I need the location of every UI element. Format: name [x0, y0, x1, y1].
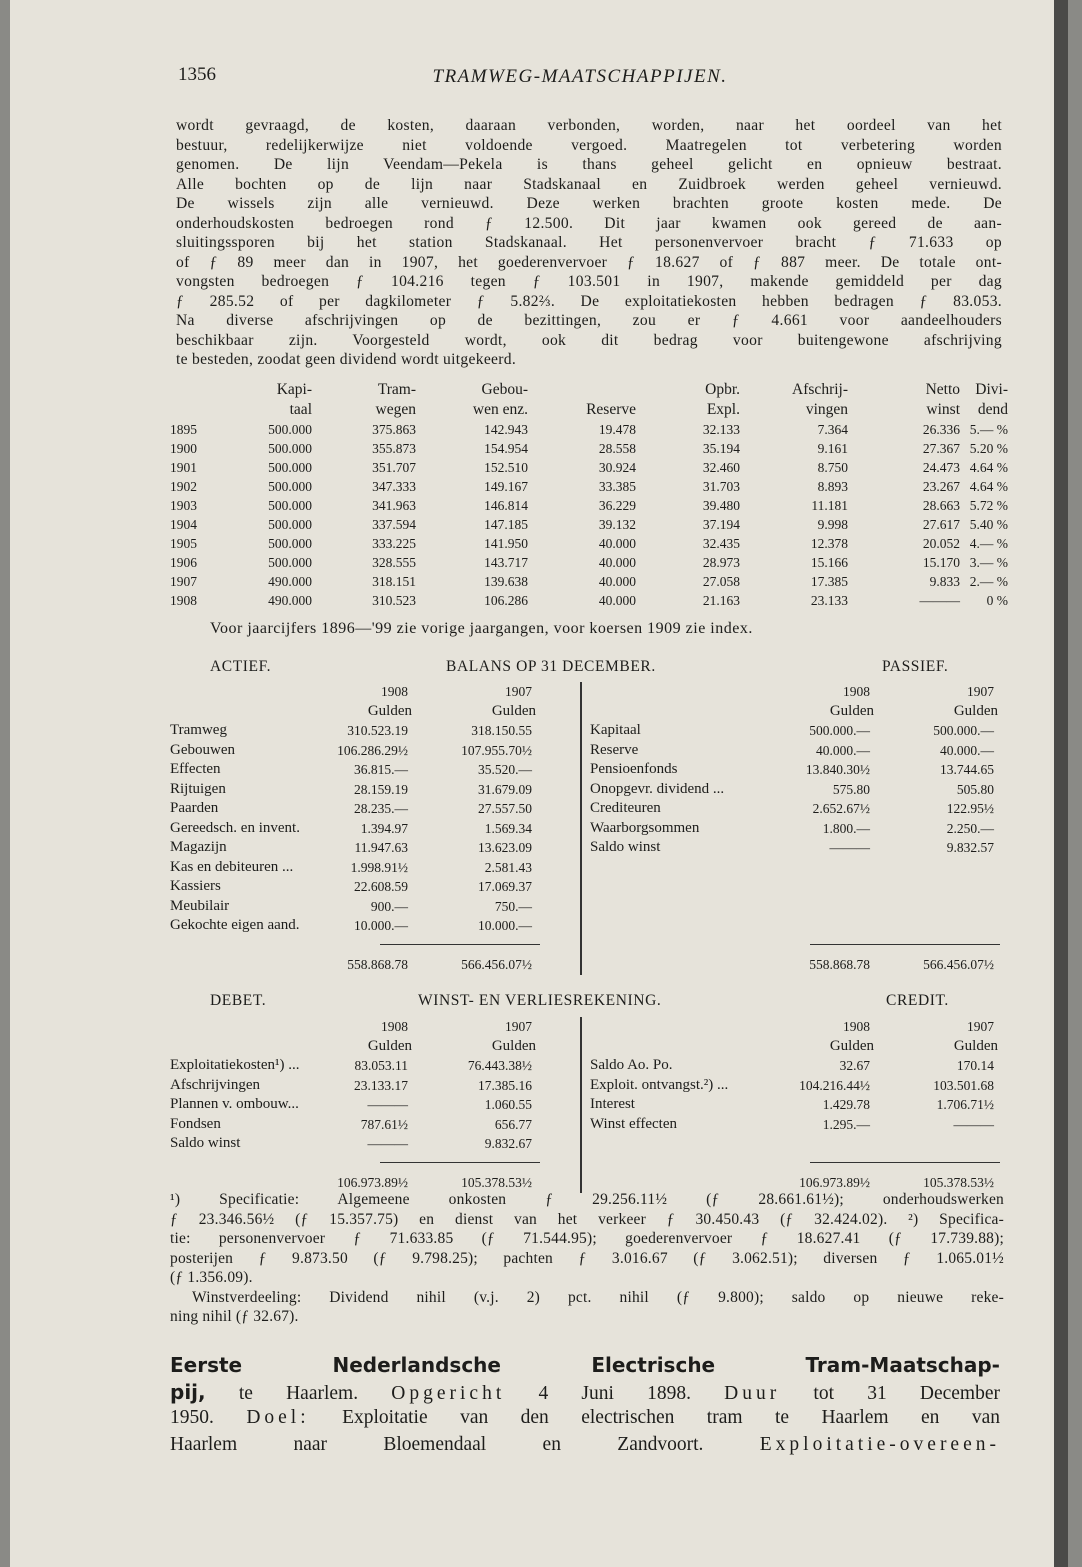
statistics-cell: Gebou-	[481, 381, 528, 398]
footnote-line: ¹) Specificatie: Algemeene onkosten ƒ 29.256.11½ (ƒ 28.661.61½); onderhoudswerken	[170, 1191, 1004, 1208]
account-cell: 1907	[505, 684, 532, 699]
account-total-rule	[380, 944, 540, 946]
page-header	[160, 64, 1000, 92]
statistics-cell: 12.378	[810, 536, 848, 551]
statistics-row	[170, 553, 1010, 572]
statistics-row	[170, 572, 1010, 591]
account-row	[170, 897, 1010, 917]
statistics-cell: Reserve	[586, 401, 636, 418]
account-cell: Afschrijvingen	[170, 1076, 260, 1093]
statistics-cell: 328.555	[372, 555, 416, 570]
statistics-cell: Divi-	[975, 381, 1008, 398]
statistics-cell: 1904	[170, 517, 197, 532]
intro-line: De wissels zijn alle vernieuwd. Deze werken brachten groote kosten mede. De	[176, 195, 1002, 212]
intro-paragraph	[176, 116, 1002, 370]
account-cell: Saldo winst	[170, 1135, 241, 1151]
account-header-row	[170, 1017, 1010, 1037]
account-total-rule	[380, 1162, 540, 1164]
intro-line: genomen. De lijn Veendam—Pekela is thans geheel gelicht en opnieuw bestraat.	[176, 156, 1002, 173]
account-spacer	[170, 936, 1010, 956]
winstverdeeling-line: Winstverdeeling: Dividend nihil (v.j. 2) pct. nihil (ƒ 9.800); saldo op nieuwe reke-	[192, 1288, 1004, 1306]
account-cell: 787.61½	[360, 1116, 408, 1132]
account-cell: 11.947.63	[354, 840, 408, 855]
winst-table	[170, 1017, 1010, 1193]
account-cell: 1.060.55	[484, 1097, 532, 1112]
account-cell: Gekochte eigen aand.	[170, 917, 300, 933]
statistics-cell: 31.703	[702, 479, 740, 494]
statistics-cell: 5.— %	[969, 422, 1008, 437]
intro-line: onderhoudskosten bedroegen rond ƒ 12.500. Dit jaar kwamen ook gereed de aan-	[176, 214, 1002, 232]
account-row	[170, 858, 1010, 878]
statistics-cell: vingen	[805, 401, 848, 418]
account-cell: 566.456.07½	[461, 957, 532, 972]
account-total-rule	[810, 1162, 1000, 1164]
account-cell: Crediteuren	[590, 800, 661, 816]
account-cell: 656.77	[494, 1116, 532, 1132]
statistics-cell: Netto	[925, 381, 960, 398]
account-cell: Gulden	[491, 1037, 536, 1054]
statistics-cell: wen enz.	[472, 401, 528, 418]
account-cell: 1.394.97	[360, 820, 408, 836]
account-cell: 900.—	[370, 898, 408, 914]
statistics-cell: 7.364	[817, 422, 848, 437]
account-cell: Kas en debiteuren ...	[170, 858, 294, 875]
account-cell: 500.000.—	[809, 723, 870, 738]
statistics-row	[170, 400, 1010, 420]
account-cell: 575.80	[832, 781, 870, 797]
statistics-cell: 40.000	[598, 593, 636, 608]
account-cell: 566.456.07½	[923, 957, 994, 972]
statistics-cell: 32.435	[702, 536, 740, 551]
statistics-cell: 3.— %	[969, 555, 1008, 570]
account-row	[170, 877, 1010, 897]
account-cell: Meubilair	[170, 897, 230, 914]
statistics-cell: 152.510	[484, 460, 528, 475]
account-cell: 1907	[967, 684, 994, 699]
company-entry	[170, 1352, 1000, 1458]
account-cell: Onopgevr. dividend ...	[590, 780, 725, 797]
account-cell: 36.815.—	[354, 762, 408, 777]
statistics-cell: 4.64 %	[969, 460, 1008, 475]
statistics-row	[170, 420, 1010, 439]
statistics-cell: 351.707	[372, 460, 416, 475]
company-name: Eerste Nederlandsche Electrische Tram-Maatschap-	[170, 1353, 1000, 1377]
statistics-cell: Tram-	[377, 381, 416, 398]
statistics-cell: 20.052	[922, 536, 960, 551]
statistics-row	[170, 591, 1010, 610]
account-cell: 17.069.37	[478, 879, 532, 894]
statistics-cell: 33.385	[598, 479, 636, 494]
statistics-cell: 9.833	[929, 574, 960, 589]
winst-title: WINST- EN VERLIESREKENING.	[418, 992, 662, 1009]
account-row	[170, 819, 1010, 839]
statistics-cell: wegen	[375, 401, 416, 418]
statistics-cell: 106.286	[484, 593, 528, 608]
statistics-cell: 341.963	[372, 498, 416, 513]
statistics-cell: 500.000	[268, 498, 312, 513]
footnote-line: tie: personenvervoer ƒ 71.633.85 (ƒ 71.544.95); goederenvervoer ƒ 18.627.41 (ƒ 17.739.88);	[170, 1230, 1004, 1247]
account-cell: 104.216.44½	[799, 1077, 870, 1093]
account-row	[170, 1056, 1010, 1076]
account-cell: Gulden	[367, 1037, 412, 1054]
account-cell: 28.235.—	[354, 801, 408, 816]
account-cell: Gebouwen	[170, 741, 235, 758]
statistics-cell: 318.151	[372, 574, 416, 589]
statistics-cell: 375.863	[372, 422, 416, 437]
intro-line: bestuur, redelijkerwijze niet voldoende vergoed. Maatregelen tot verbetering worden	[176, 136, 1002, 154]
statistics-cell: 139.638	[484, 574, 528, 589]
account-cell: 750.—	[494, 898, 532, 914]
account-header-row	[170, 682, 1010, 702]
statistics-cell: 8.893	[817, 479, 848, 494]
intro-line: Alle bochten op de lijn naar Stadskanaal en Zuidbroek werden geheel vernieuwd.	[176, 175, 1002, 193]
statistics-cell: 310.523	[372, 593, 416, 608]
statistics-cell: 15.170	[922, 555, 960, 570]
account-cell: Saldo Ao. Po.	[590, 1057, 673, 1073]
account-cell: 1908	[381, 684, 408, 699]
statistics-cell: 0 %	[986, 593, 1008, 608]
account-cell: Gulden	[367, 702, 412, 719]
statistics-cell: 1902	[170, 479, 197, 494]
account-cell: Plannen v. ombouw...	[170, 1096, 299, 1112]
account-totals-row	[170, 955, 1010, 975]
statistics-cell: 9.998	[817, 517, 848, 532]
account-cell: 1.998.91½	[350, 859, 408, 875]
page-number: 1356	[178, 64, 216, 85]
account-cell: 13.623.09	[478, 840, 532, 855]
account-divider	[580, 1017, 582, 1193]
account-cell: Reserve	[590, 741, 639, 758]
statistics-cell: 39.132	[598, 517, 636, 532]
account-cell: 1.295.—	[822, 1116, 870, 1132]
statistics-cell: 23.133	[810, 593, 848, 608]
account-cell: 107.955.70½	[461, 742, 532, 758]
statistics-cell: 143.717	[484, 555, 528, 570]
statistics-cell: 39.480	[702, 498, 740, 513]
statistics-cell: 490.000	[268, 593, 312, 608]
account-cell: Tramweg	[170, 722, 227, 738]
account-cell: 17.385.16	[478, 1077, 532, 1093]
company-line-1	[170, 1352, 1000, 1379]
statistics-note: Voor jaarcijfers 1896—'99 zie vorige jaargangen, voor koersen 1909 zie index.	[210, 620, 753, 637]
statistics-cell: 500.000	[268, 536, 312, 551]
statistics-cell: 500.000	[268, 479, 312, 494]
account-cell: 558.868.78	[809, 957, 870, 972]
balans-right-title: PASSIEF.	[882, 658, 949, 675]
statistics-cell: 500.000	[268, 460, 312, 475]
account-cell: 310.523.19	[347, 723, 408, 738]
account-cell: Kassiers	[170, 878, 221, 894]
winstverdeeling-line: ning nihil (ƒ 32.67).	[170, 1308, 299, 1325]
account-cell: 28.159.19	[354, 781, 408, 797]
account-cell: Gulden	[829, 702, 874, 719]
footnotes	[170, 1190, 1004, 1327]
statistics-cell: 27.617	[922, 517, 960, 532]
statistics-row	[170, 496, 1010, 515]
company-line-4: Haarlem naar Bloemendaal en Zandvoort. Exploitatie-overeen-	[170, 1433, 1000, 1455]
statistics-cell: 500.000	[268, 517, 312, 532]
statistics-row	[170, 534, 1010, 553]
statistics-cell: 1906	[170, 555, 197, 570]
account-cell: 10.000.—	[354, 918, 408, 933]
account-row	[170, 760, 1010, 780]
statistics-cell: 1903	[170, 498, 197, 513]
statistics-cell: 32.133	[702, 422, 740, 437]
statistics-cell: 32.460	[702, 460, 740, 475]
statistics-cell: 40.000	[598, 536, 636, 551]
statistics-cell: 154.954	[484, 441, 528, 456]
account-row	[170, 741, 1010, 761]
account-row	[170, 1076, 1010, 1096]
statistics-cell: 9.161	[817, 441, 848, 456]
company-line-2: pij, te Haarlem. Opgericht 4 Juni 1898. Duur tot 31 December	[170, 1379, 1001, 1404]
statistics-cell: 27.367	[922, 441, 960, 456]
statistics-row	[170, 477, 1010, 496]
statistics-cell: 27.058	[702, 574, 740, 589]
account-cell: Waarborgsommen	[590, 819, 700, 836]
statistics-cell: 24.473	[922, 460, 960, 475]
intro-line: sluitingssporen bij het station Stadskanaal. Het personenvervoer bracht ƒ 71.633 op	[176, 234, 1002, 251]
account-cell: Pensioenfonds	[590, 761, 678, 777]
statistics-cell: 36.229	[598, 498, 636, 513]
footnote-line: posterijen ƒ 9.873.50 (ƒ 9.798.25); pachten ƒ 3.016.67 (ƒ 3.062.51); diversen ƒ 1.065.01½	[170, 1249, 1004, 1267]
statistics-row	[170, 439, 1010, 458]
statistics-cell: 4.— %	[969, 536, 1008, 551]
statistics-cell: 4.64 %	[969, 479, 1008, 494]
account-row	[170, 916, 1010, 936]
company-line-3: 1950. Doel: Exploitatie van den electrischen tram te Haarlem en van	[170, 1407, 1000, 1428]
account-cell: 31.679.09	[478, 781, 532, 797]
account-cell: 9.832.67	[484, 1136, 532, 1151]
statistics-cell: 500.000	[268, 441, 312, 456]
account-cell: 558.868.78	[347, 957, 408, 972]
statistics-cell: 1901	[170, 460, 197, 475]
footnote-line: (ƒ 1.356.09).	[170, 1269, 253, 1286]
account-cell: 170.14	[956, 1058, 994, 1073]
intro-line: ƒ 285.52 of per dagkilometer ƒ 5.82⅔. De exploitatiekosten hebben bedragen ƒ 83.053.	[176, 292, 1002, 310]
statistics-cell: dend	[977, 401, 1008, 418]
account-cell: 40.000.—	[940, 742, 994, 758]
account-cell: Paarden	[170, 800, 219, 816]
account-row	[170, 1115, 1010, 1135]
statistics-row	[170, 380, 1010, 400]
statistics-cell: 1895	[170, 422, 197, 437]
statistics-row	[170, 458, 1010, 477]
account-cell: 1.706.71½	[936, 1097, 994, 1112]
account-cell: 106.286.29½	[337, 742, 408, 758]
statistics-cell: Expl.	[706, 401, 740, 418]
statistics-cell: 28.973	[702, 555, 740, 570]
balans-title: BALANS OP 31 DECEMBER.	[446, 658, 656, 675]
account-divider	[580, 682, 582, 975]
winst-left-title: DEBET.	[210, 992, 267, 1009]
intro-line: te besteden, zoodat geen dividend wordt uitgekeerd.	[176, 351, 517, 368]
account-cell: ———	[829, 840, 870, 855]
account-cell: 32.67	[839, 1058, 870, 1073]
statistics-cell: 28.558	[598, 441, 636, 456]
statistics-cell: 500.000	[268, 555, 312, 570]
account-cell: 1.800.—	[822, 820, 870, 836]
account-cell: ———	[367, 1136, 408, 1151]
account-cell: 106.973.89½	[337, 1175, 408, 1190]
account-cell: Exploit. ontvangst.²) ...	[590, 1076, 729, 1093]
statistics-cell: Afschrij-	[792, 381, 848, 398]
statistics-cell: 40.000	[598, 574, 636, 589]
intro-line: beschikbaar zijn. Voorgesteld wordt, ook dit bedrag voor buitengewone afschrijving	[176, 331, 1002, 349]
account-cell: 13.840.30½	[805, 762, 870, 777]
statistics-cell: 30.924	[598, 460, 636, 475]
account-cell: Rijtuigen	[170, 780, 226, 797]
footnote-line: ƒ 23.346.56½ (ƒ 15.357.75) en dienst van het verkeer ƒ 30.450.43 (ƒ 32.424.02). ²) Specifica-	[170, 1210, 1004, 1228]
account-cell: 23.133.17	[354, 1077, 408, 1093]
account-spacer	[170, 1154, 1010, 1174]
statistics-cell: 28.663	[922, 498, 960, 513]
account-cell: ———	[367, 1097, 408, 1112]
statistics-cell: 19.478	[598, 422, 636, 437]
statistics-cell: 2.— %	[969, 574, 1008, 589]
statistics-cell: 17.385	[810, 574, 848, 589]
statistics-cell: 8.750	[817, 460, 848, 475]
statistics-cell: 23.267	[922, 479, 960, 494]
statistics-cell: 141.950	[484, 536, 528, 551]
account-row	[170, 1095, 1010, 1115]
statistics-cell: taal	[289, 401, 312, 418]
account-cell: 2.652.67½	[812, 801, 870, 816]
statistics-cell: 1908	[170, 593, 197, 608]
account-cell: 1907	[505, 1019, 532, 1034]
account-cell: Gulden	[491, 702, 536, 719]
account-row	[170, 799, 1010, 819]
running-title: TRAMWEG-MAATSCHAPPIJEN.	[432, 66, 728, 87]
statistics-cell: 355.873	[372, 441, 416, 456]
account-cell: Exploitatiekosten¹) ...	[170, 1057, 300, 1073]
statistics-cell: 142.943	[484, 422, 528, 437]
account-cell: Effecten	[170, 761, 221, 777]
statistics-cell: 1905	[170, 536, 197, 551]
statistics-cell: ———	[919, 593, 960, 608]
statistics-cell: 37.194	[702, 517, 740, 532]
statistics-cell: Opbr.	[705, 381, 740, 398]
account-cell: 13.744.65	[940, 762, 994, 777]
account-row	[170, 721, 1010, 741]
statistics-cell: 1907	[170, 574, 197, 589]
statistics-cell: 21.163	[702, 593, 740, 608]
account-cell: Gulden	[829, 1037, 874, 1054]
account-cell: 500.000.—	[933, 723, 994, 738]
statistics-cell: winst	[926, 401, 960, 418]
intro-line: wordt gevraagd, de kosten, daaraan verbonden, worden, naar het oordeel van het	[176, 117, 1002, 134]
statistics-cell: 149.167	[484, 479, 528, 494]
account-cell: 35.520.—	[478, 762, 532, 777]
account-cell: 40.000.—	[816, 742, 870, 758]
intro-line: of ƒ 89 meer dan in 1907, het goederenvervoer ƒ 18.627 of ƒ 887 meer. De totale ont-	[176, 253, 1002, 271]
statistics-cell: 11.181	[811, 498, 848, 513]
account-cell: 1908	[843, 1019, 870, 1034]
statistics-cell: 337.594	[372, 517, 416, 532]
account-cell: Gulden	[953, 702, 998, 719]
account-cell: Saldo winst	[590, 839, 661, 855]
statistics-table	[170, 380, 1010, 610]
intro-line: vongsten bedroegen ƒ 104.216 tegen ƒ 103.501 in 1907, makende gemiddeld per dag	[176, 273, 1002, 290]
account-currency-row	[170, 702, 1010, 722]
statistics-cell: 500.000	[268, 422, 312, 437]
statistics-cell: 147.185	[484, 517, 528, 532]
account-cell: 2.250.—	[946, 820, 994, 836]
account-row	[170, 838, 1010, 858]
account-cell: 1.569.34	[484, 820, 532, 836]
account-cell: 106.973.89½	[799, 1175, 870, 1190]
balans-left-title: ACTIEF.	[210, 658, 272, 675]
account-row	[170, 780, 1010, 800]
account-cell: 505.80	[956, 781, 994, 797]
winst-right-title: CREDIT.	[886, 992, 949, 1009]
statistics-cell: 146.814	[484, 498, 528, 513]
account-currency-row	[170, 1037, 1010, 1057]
account-cell: 10.000.—	[478, 918, 532, 933]
account-cell: 318.150.55	[471, 723, 532, 738]
statistics-cell: 347.333	[372, 479, 416, 494]
account-cell: 122.95½	[946, 801, 994, 816]
account-cell: 2.581.43	[484, 859, 532, 875]
account-cell: Magazijn	[170, 839, 227, 855]
statistics-cell: 490.000	[268, 574, 312, 589]
account-cell: 27.557.50	[478, 801, 532, 816]
account-cell: 22.608.59	[354, 879, 408, 894]
account-cell: ———	[953, 1116, 994, 1132]
account-cell: 9.832.57	[946, 840, 994, 855]
statistics-cell: 15.166	[810, 555, 848, 570]
scanned-page	[10, 0, 1068, 1567]
account-cell: Gulden	[953, 1037, 998, 1054]
account-cell: Fondsen	[170, 1115, 221, 1132]
account-cell: 103.501.68	[933, 1077, 994, 1093]
account-row	[170, 1134, 1010, 1154]
account-cell: 105.378.53½	[923, 1175, 994, 1190]
account-cell: Interest	[590, 1096, 635, 1112]
statistics-cell: 5.20 %	[969, 441, 1008, 456]
account-total-rule	[810, 944, 1000, 946]
statistics-cell: 333.225	[372, 536, 416, 551]
statistics-row	[170, 515, 1010, 534]
statistics-cell: 5.72 %	[969, 498, 1008, 513]
statistics-cell: 26.336	[922, 422, 960, 437]
statistics-cell: 40.000	[598, 555, 636, 570]
account-cell: 1908	[381, 1019, 408, 1034]
account-cell: Gereedsch. en invent.	[170, 819, 300, 836]
account-cell: 1.429.78	[822, 1097, 870, 1112]
statistics-cell: 1900	[170, 441, 197, 456]
intro-line: Na diverse afschrijvingen op de bezittingen, zou er ƒ 4.661 voor aandeelhouders	[176, 312, 1002, 329]
account-cell: 83.053.11	[354, 1058, 408, 1073]
balans-table	[170, 682, 1010, 975]
account-cell: 105.378.53½	[461, 1175, 532, 1190]
account-cell: Winst effecten	[590, 1115, 677, 1132]
statistics-cell: 35.194	[702, 441, 740, 456]
statistics-cell: Kapi-	[276, 381, 312, 398]
account-cell: Kapitaal	[590, 722, 641, 738]
statistics-cell: 5.40 %	[969, 517, 1008, 532]
page-edge-shadow	[1054, 0, 1068, 1567]
account-cell: 1908	[843, 684, 870, 699]
account-cell: 1907	[967, 1019, 994, 1034]
account-cell: 76.443.38½	[467, 1058, 532, 1073]
